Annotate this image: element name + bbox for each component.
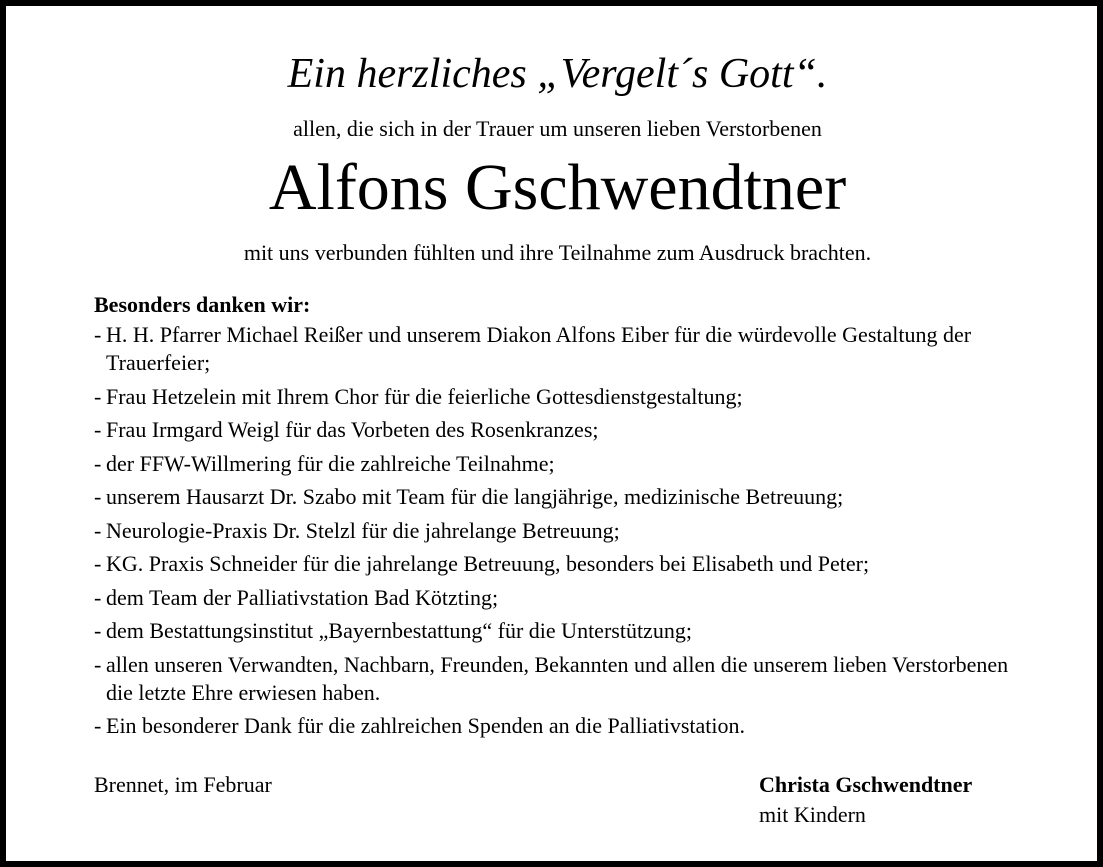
closing-line: mit uns verbunden fühlten und ihre Teilnahme zum Ausdruck brachten. — [243, 240, 872, 265]
thanks-item — [94, 584, 1094, 612]
thanks-item-text: Neurologie-Praxis Dr. Stelzl für die jahrelange Betreuung; — [106, 517, 620, 543]
thanks-item-text: KG. Praxis Schneider für die jahrelange Betreuung, besonders bei Elisabeth und Peter; — [106, 551, 870, 576]
thanks-item — [94, 416, 1094, 444]
thanks-item — [94, 517, 1094, 545]
thanks-item-text: unserem Hausarzt Dr. Szabo mit Team für die langjährige, medizinische Betreuung; — [106, 484, 844, 509]
thanks-item-text: dem Bestattungsinstitut „Bayernbestattung“ für die Unterstützung; — [106, 618, 692, 643]
list-dash: - — [94, 417, 102, 442]
list-dash: - — [94, 551, 102, 576]
signer-suffix: mit Kindern — [759, 802, 866, 827]
thanks-item — [94, 550, 1094, 578]
thanks-item-text: der FFW-Willmering für die zahlreiche Teilnahme; — [106, 450, 555, 476]
thanks-item — [94, 617, 1094, 645]
headline: Ein herzliches „Vergelt´s Gott“. — [287, 51, 828, 97]
thanks-item-text: Frau Irmgard Weigl für das Vorbeten des Rosenkranzes; — [106, 417, 599, 442]
list-dash: - — [94, 651, 102, 677]
list-dash: - — [94, 618, 102, 643]
thanks-item — [94, 450, 1094, 478]
list-dash: - — [94, 484, 102, 509]
thanks-item-text: allen unseren Verwandten, Nachbarn, Freunden, Bekannten und allen die unserem lieben Verstorbenen die letzte Ehre erwiesen haben. — [106, 651, 1009, 705]
thanks-item — [94, 383, 1094, 411]
list-dash: - — [94, 322, 102, 347]
deceased-name: Alfons Gschwendtner — [268, 151, 847, 224]
thanks-item-text: dem Team der Palliativstation Bad Kötzting; — [106, 584, 499, 610]
list-dash: - — [94, 450, 102, 476]
thanks-list — [94, 321, 1094, 740]
list-dash: - — [94, 517, 102, 543]
thanks-item-text: Frau Hetzelein mit Ihrem Chor für die feierliche Gottesdienstgestaltung; — [106, 383, 743, 409]
list-dash: - — [94, 584, 102, 610]
thanks-item — [94, 321, 1011, 377]
signer-name: Christa Gschwendtner — [759, 772, 973, 797]
thanks-item-text: Ein besonderer Dank für die zahlreichen Spenden an die Palliativstation. — [106, 713, 746, 738]
list-dash: - — [94, 713, 102, 738]
thanks-item — [94, 651, 1011, 707]
list-dash: - — [94, 383, 102, 409]
place-date: Brennet, im Februar — [94, 772, 272, 797]
thanks-heading: Besonders danken wir: — [94, 292, 311, 317]
thanks-section — [94, 291, 1094, 746]
thanks-item-text: H. H. Pfarrer Michael Reißer und unserem Diakon Alfons Eiber für die würdevolle Gestaltung der Trauerfeier; — [106, 322, 972, 375]
thanks-item — [94, 712, 1094, 740]
thanks-item — [94, 483, 1094, 511]
signature-block — [759, 770, 972, 830]
intro-line: allen, die sich in der Trauer um unseren lieben Verstorbenen — [293, 116, 822, 141]
